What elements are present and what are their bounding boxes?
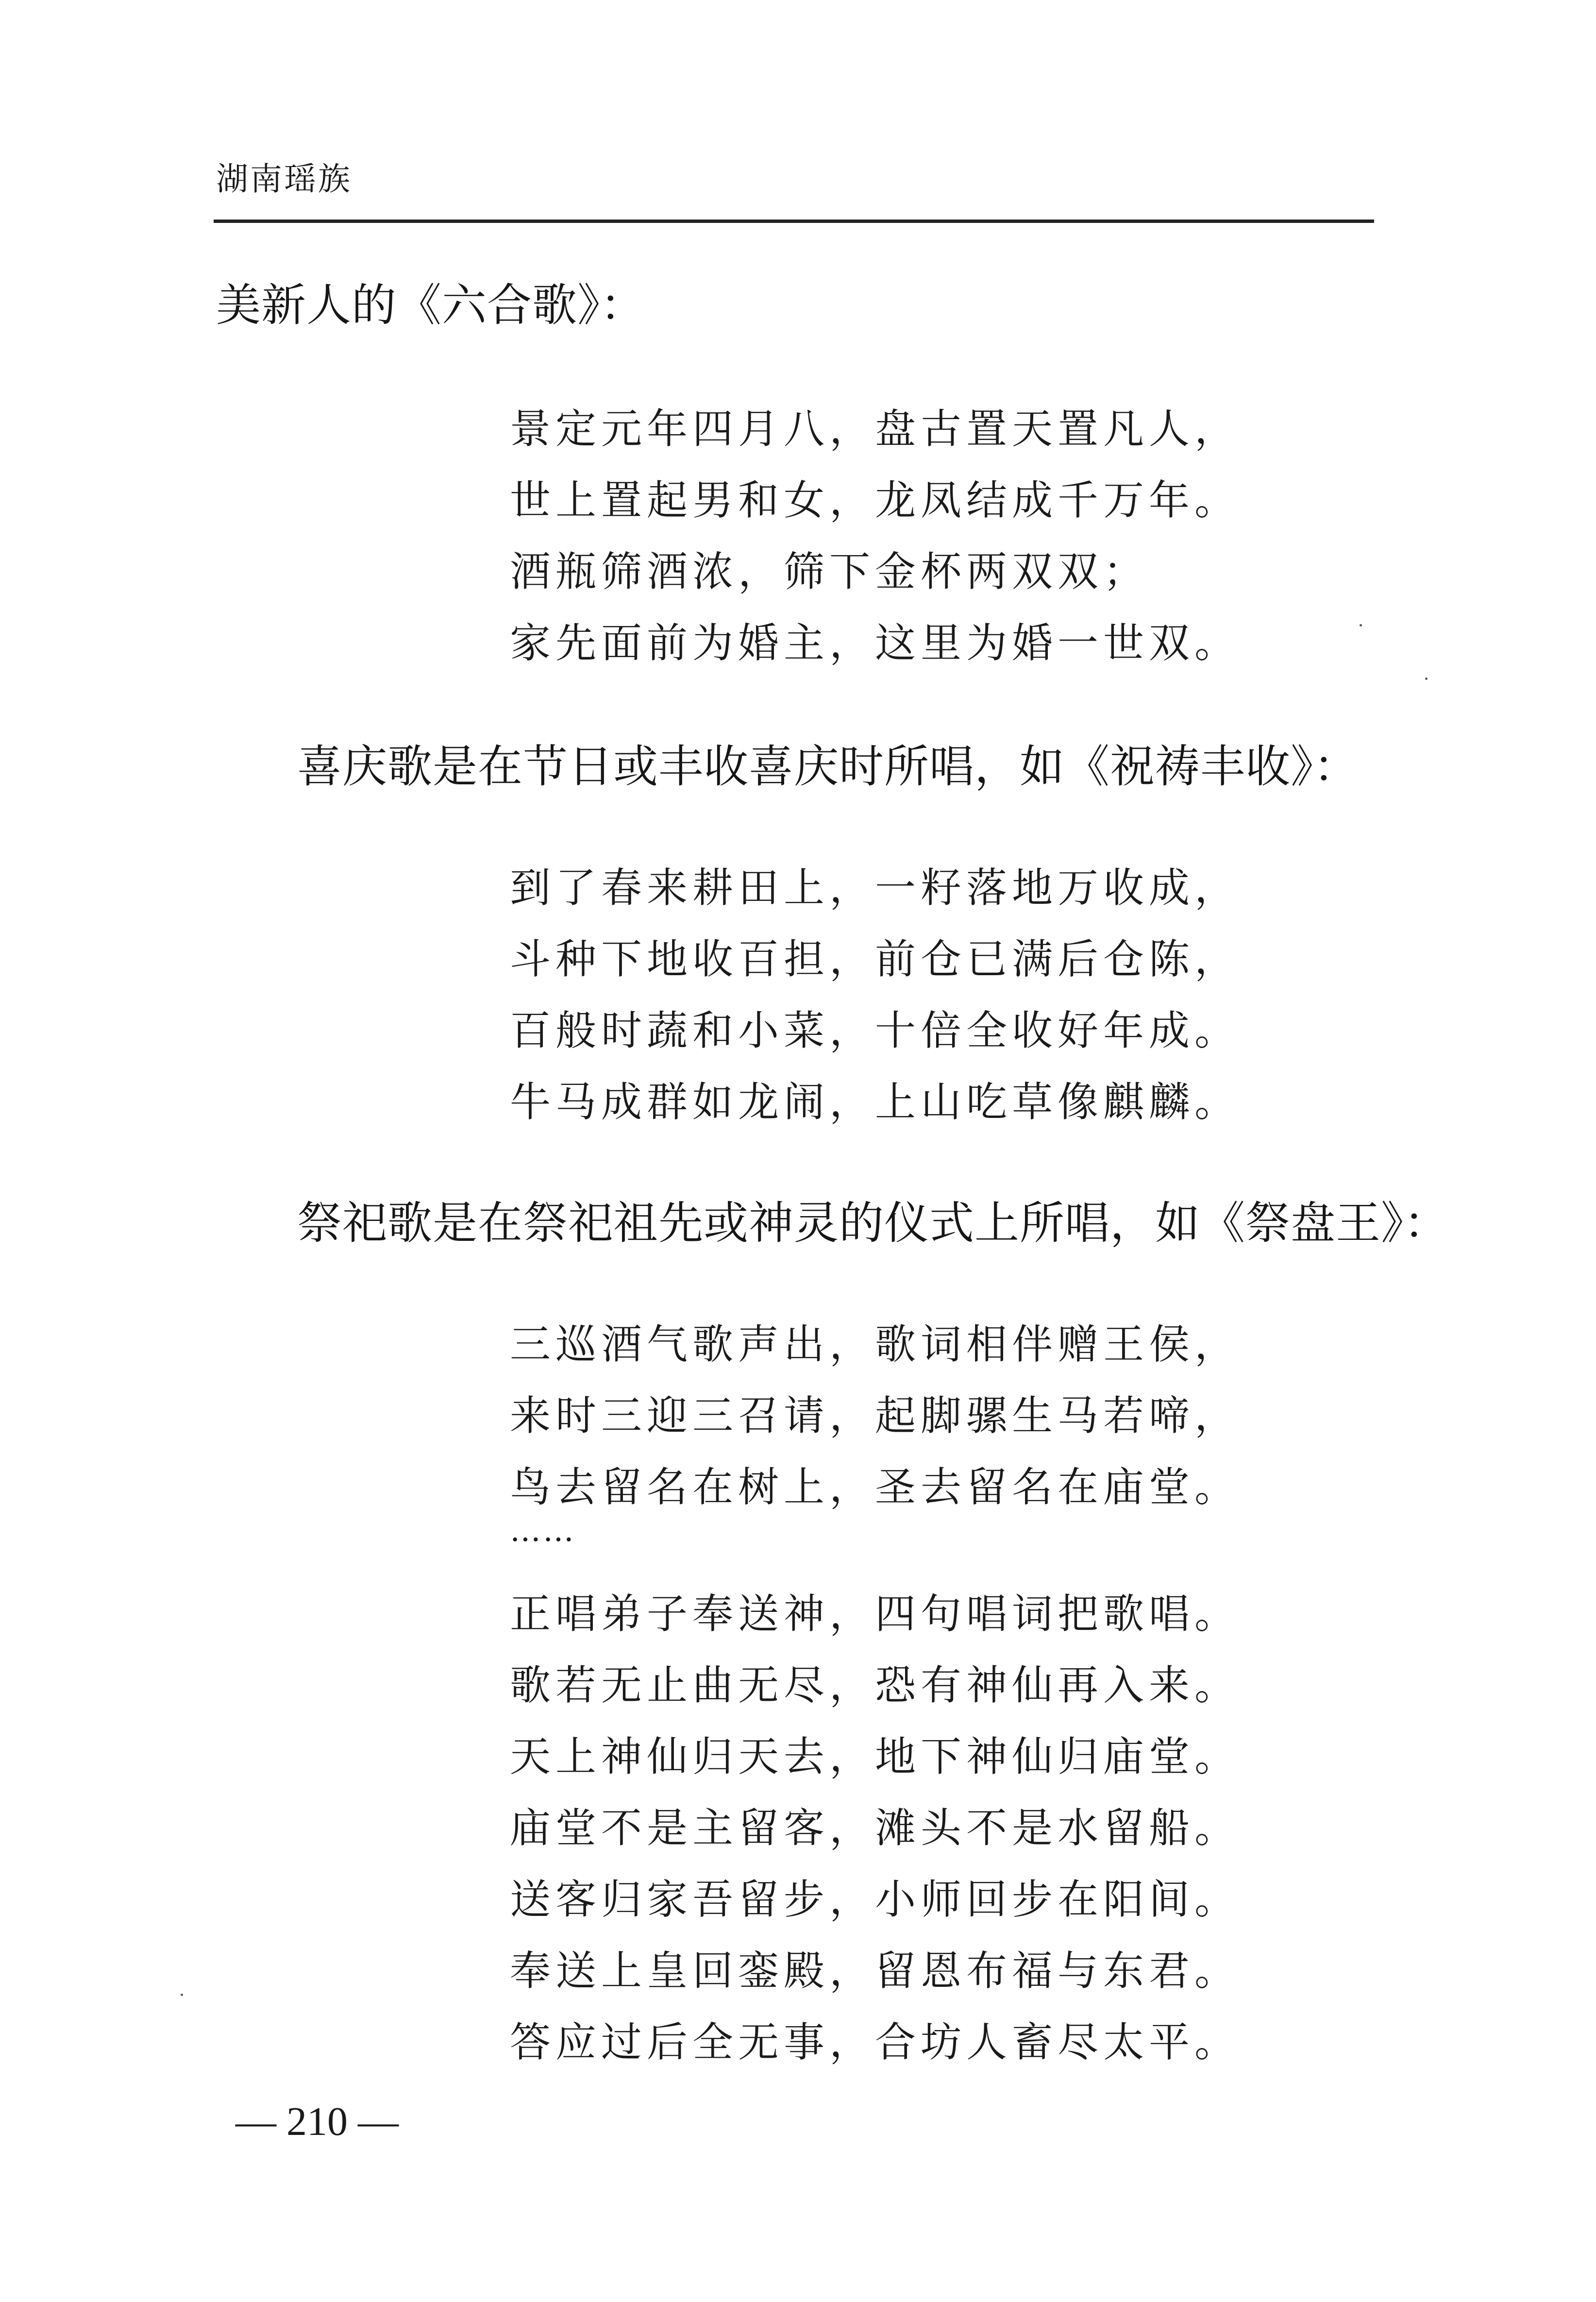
- verse-line: 三巡酒气歌声出，歌词相伴赠王侯，: [510, 1320, 1241, 1368]
- verse-liuhe-ge: [510, 393, 1240, 679]
- paragraph-intro-liuhe: 美新人的《六合歌》：: [216, 279, 646, 331]
- verse-line: 景定元年四月八，盘古置天置凡人，: [510, 405, 1241, 453]
- verse-line: 答应过后全无事，合坊人畜尽太平。: [510, 2018, 1241, 2066]
- verse-line: 奉送上皇回銮殿，留恩布福与东君。: [510, 1947, 1241, 1995]
- verse-line: 百般时蔬和小菜，十倍全收好年成。: [510, 1007, 1241, 1054]
- scan-speck: [1360, 624, 1362, 626]
- verse-line: 酒瓶筛酒浓，筛下金杯两双双；: [510, 548, 1149, 595]
- verse-ellipsis: ……: [510, 1513, 576, 1549]
- running-header: 湖南瑶族: [216, 160, 352, 198]
- verse-line: 鸟去留名在树上，圣去留名在庙堂。: [510, 1463, 1241, 1511]
- verse-line: 家先面前为婚主，这里为婚一世双。: [510, 619, 1241, 667]
- verse-line: 斗种下地收百担，前仓已满后仓陈，: [510, 935, 1241, 983]
- header-rule: [214, 220, 1374, 223]
- page-number: — 210 —: [235, 2099, 399, 2144]
- verse-line: 到了春来耕田上，一籽落地万收成，: [510, 864, 1241, 912]
- verse-ji-panwang-part1: [510, 1309, 1240, 1523]
- paragraph-intro-panwang: 祭祀歌是在祭祀祖先或神灵的仪式上所唱，如《祭盘王》：: [297, 1197, 1449, 1249]
- paragraph-intro-harvest: 喜庆歌是在节日或丰收喜庆时所唱，如《祝祷丰收》：: [297, 741, 1359, 793]
- verse-line: 送客归家吾留步，小师回步在阳间。: [510, 1876, 1241, 1923]
- verse-line: 天上神仙归天去，地下神仙归庙堂。: [510, 1733, 1241, 1780]
- verse-ji-panwang-part2: [510, 1578, 1240, 2078]
- scan-speck: [1425, 677, 1428, 680]
- verse-line: 世上置起男和女，龙凤结成千万年。: [510, 476, 1241, 524]
- scan-speck: [181, 1994, 183, 1996]
- verse-line: 正唱弟子奉送神，四句唱词把歌唱。: [510, 1590, 1241, 1638]
- verse-line: 牛马成群如龙闹，上山吃草像麒麟。: [510, 1078, 1241, 1126]
- verse-line: 歌若无止曲无尽，恐有神仙再入来。: [510, 1661, 1241, 1709]
- verse-line: 庙堂不是主留客，滩头不是水留船。: [510, 1804, 1241, 1852]
- verse-line: 来时三迎三召请，起脚骡生马若啼，: [510, 1392, 1241, 1439]
- verse-zhudao-fengshou: [510, 852, 1240, 1138]
